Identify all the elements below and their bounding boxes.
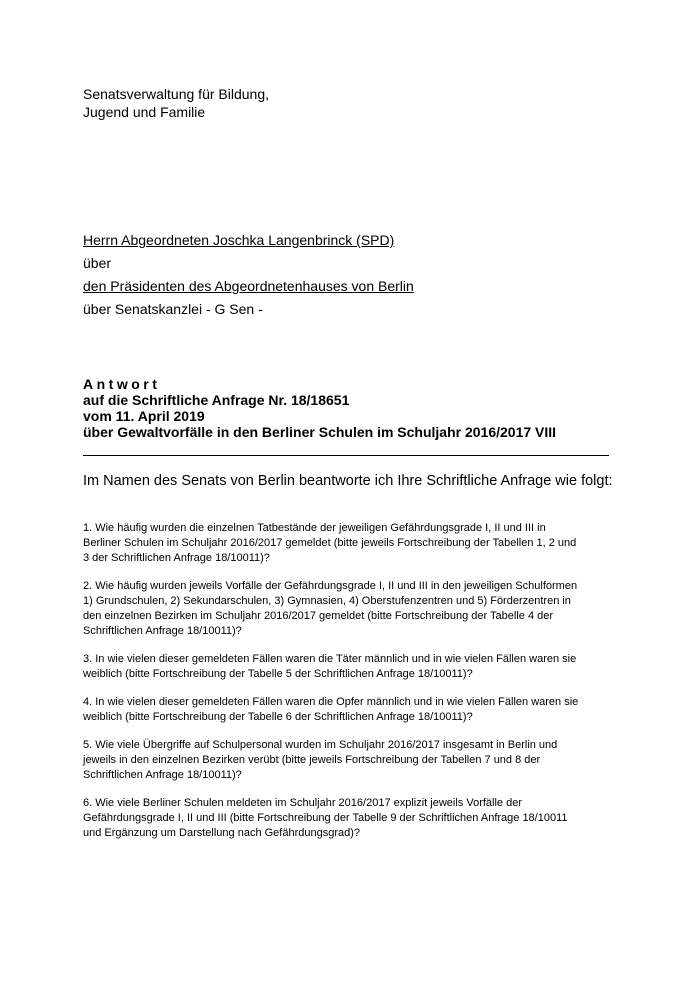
answer-title: Antwort bbox=[83, 376, 161, 392]
question-3 bbox=[83, 652, 618, 682]
question-line: 1) Grundschulen, 2) Sekundarschulen, 3) Gymnasien, 4) Oberstufenzentren und 5) Förderzentren in bbox=[83, 595, 571, 607]
question-4 bbox=[83, 695, 618, 725]
question-line: 3. In wie vielen dieser gemeldeten Fällen waren die Täter männlich und in wie vielen Fällen waren sie bbox=[83, 653, 577, 665]
question-line: 5. Wie viele Übergriffe auf Schulpersonal wurden im Schuljahr 2016/2017 insgesamt in Berlin und bbox=[83, 739, 558, 751]
sender-address bbox=[83, 85, 269, 121]
question-line: 1. Wie häufig wurden die einzelnen Tatbestände der jeweiligen Gefährdungsgrade I, II und III in bbox=[83, 522, 546, 534]
question-2 bbox=[83, 579, 618, 639]
recipient-via: über bbox=[83, 255, 112, 271]
question-5 bbox=[83, 738, 618, 783]
question-line: jeweils in den einzelnen Bezirken verübt (bitte jeweils Fortschreibung der Tabellen 7 und 8 der bbox=[83, 754, 541, 766]
sender-line: Jugend und Familie bbox=[83, 104, 206, 120]
question-line: Schriftlichen Anfrage 18/10011)? bbox=[83, 769, 242, 781]
question-line: Schriftlichen Anfrage 18/10011)? bbox=[83, 625, 242, 637]
question-line: 6. Wie viele Berliner Schulen meldeten im Schuljahr 2016/2017 explizit jeweils Vorfälle der bbox=[83, 797, 523, 809]
question-line: 2. Wie häufig wurden jeweils Vorfälle der Gefährdungsgrade I, II und III in den jeweiligen Schulformen bbox=[83, 580, 578, 592]
question-line: 3 der Schriftlichen Anfrage 18/10011)? bbox=[83, 552, 270, 564]
inquiry-number: auf die Schriftliche Anfrage Nr. 18/18651 bbox=[83, 392, 350, 408]
question-line: den einzelnen Bezirken im Schuljahr 2016/2017 gemeldet (bitte Fortschreibung der Tabelle 4 der bbox=[83, 610, 554, 622]
heading-divider bbox=[83, 455, 609, 456]
inquiry-date: vom 11. April 2019 bbox=[83, 408, 205, 424]
sender-line: Senatsverwaltung für Bildung, bbox=[83, 86, 269, 102]
recipient-address bbox=[83, 232, 414, 324]
recipient-name: Herrn Abgeordneten Joschka Langenbrinck (SPD) bbox=[83, 232, 395, 248]
question-line: Gefährdungsgrade I, II und III (bitte Fortschreibung der Tabelle 9 der Schriftlichen Anfrage 18/10011 bbox=[83, 812, 568, 824]
answer-heading bbox=[83, 376, 611, 440]
intro-sentence: Im Namen des Senats von Berlin beantworte ich Ihre Schriftliche Anfrage wie folgt: bbox=[83, 473, 613, 489]
question-line: weiblich (bitte Fortschreibung der Tabelle 5 der Schriftlichen Anfrage 18/10011)? bbox=[83, 668, 473, 680]
question-line: 4. In wie vielen dieser gemeldeten Fällen waren die Opfer männlich und in wie vielen Fällen waren sie bbox=[83, 696, 579, 708]
inquiry-subject: über Gewaltvorfälle in den Berliner Schulen im Schuljahr 2016/2017 VIII bbox=[83, 424, 557, 440]
recipient-president: den Präsidenten des Abgeordnetenhauses von Berlin bbox=[83, 278, 414, 294]
questions-list bbox=[83, 521, 618, 854]
question-line: und Ergänzung um Darstellung nach Gefährdungsgrad)? bbox=[83, 827, 361, 839]
recipient-chancellery: über Senatskanzlei - G Sen - bbox=[83, 301, 263, 317]
question-1 bbox=[83, 521, 618, 566]
question-line: weiblich (bitte Fortschreibung der Tabelle 6 der Schriftlichen Anfrage 18/10011)? bbox=[83, 711, 473, 723]
question-line: Berliner Schulen im Schuljahr 2016/2017 gemeldet (bitte jeweils Fortschreibung der Tabellen 1, 2 und bbox=[83, 537, 577, 549]
question-6 bbox=[83, 796, 618, 841]
